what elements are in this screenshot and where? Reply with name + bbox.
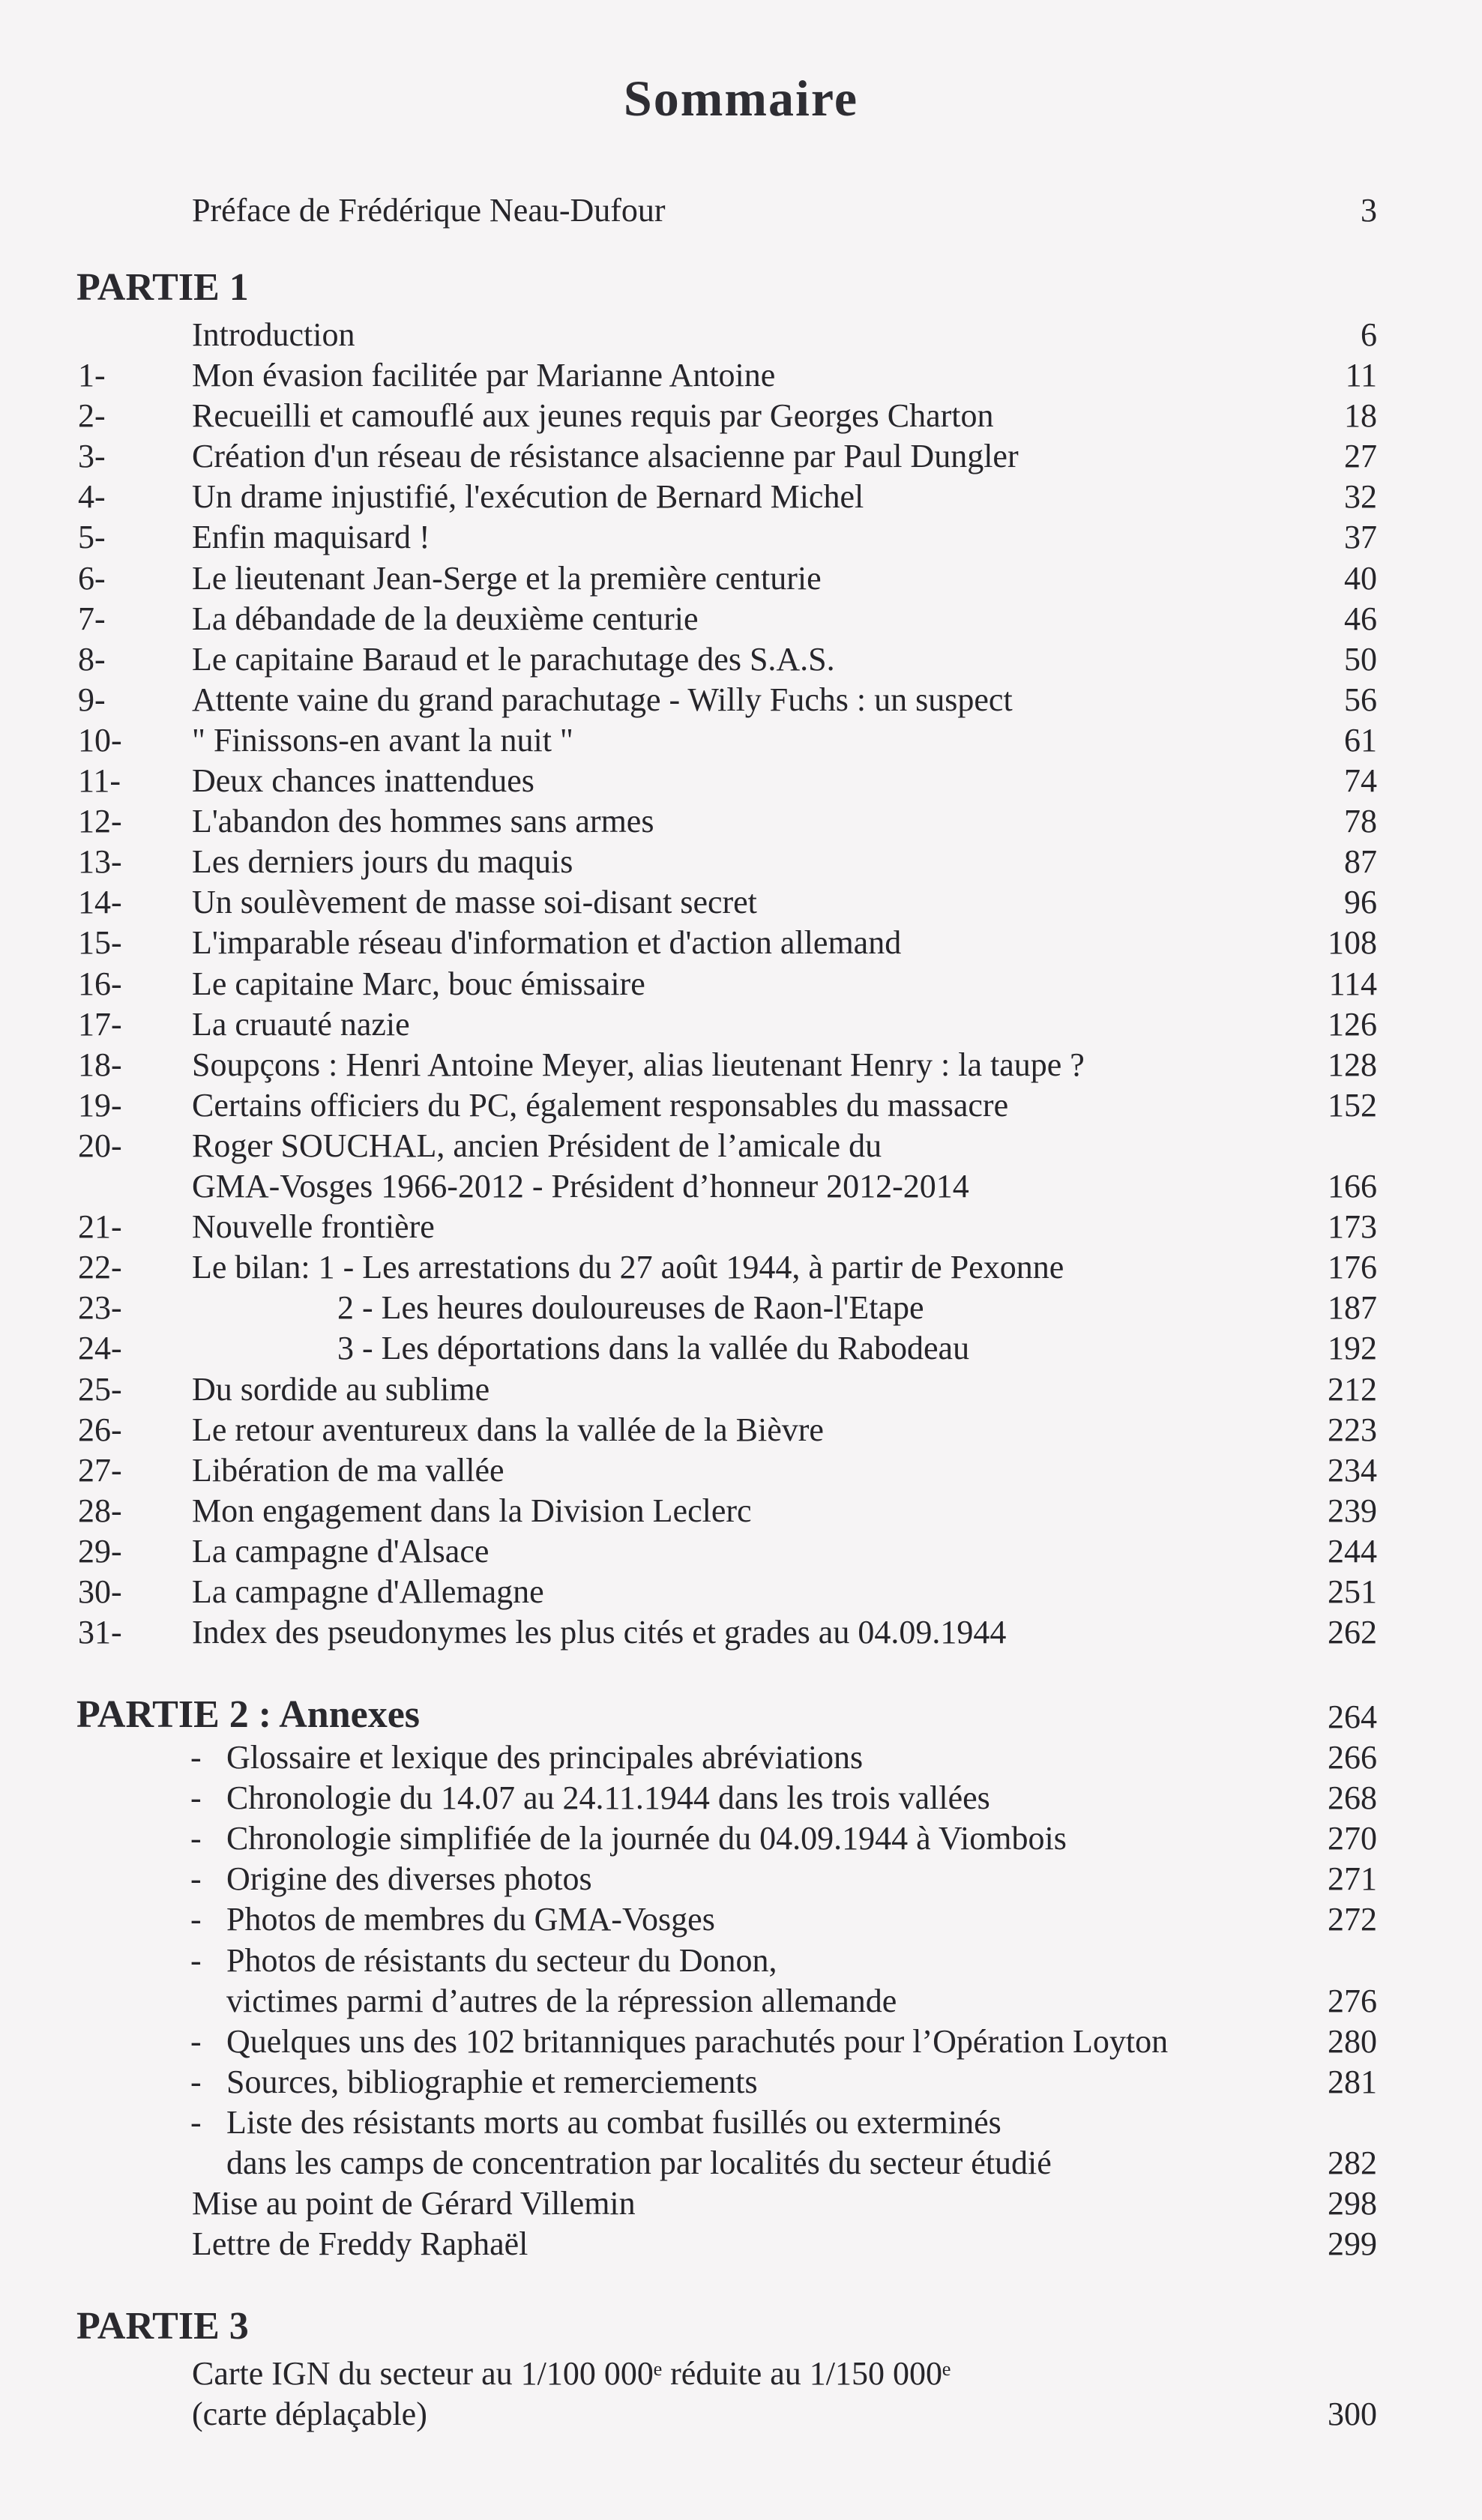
toc-entry-number: 14- [78,884,122,920]
toc-entry-number: 13- [78,843,122,880]
toc-entry [0,882,1482,923]
toc-entry [0,1737,1482,1778]
toc-entry [0,517,1482,558]
toc-entry-number: 10- [78,722,122,759]
toc-entry-number: 6- [78,560,106,597]
toc-entry-page: 266 [1328,1739,1377,1776]
toc-entry [0,396,1482,436]
toc-entry-number: 8- [78,641,106,678]
toc-entry-number: 30- [78,1573,122,1610]
toc-entry-bullet: - [190,1739,202,1776]
toc-entry [0,558,1482,599]
toc-entry-text: Origine des diverses photos [226,1860,592,1897]
toc-entry-page: 176 [1328,1249,1377,1285]
toc-entry-page: 11 [1345,357,1377,394]
toc-entry [0,1941,1482,1981]
toc-entry-page: 251 [1328,1573,1377,1610]
toc-entry-text: La cruauté nazie [192,1006,410,1043]
toc-entry-number: 3- [78,438,106,474]
page-title: Sommaire [623,70,859,127]
toc-entry-number: 26- [78,1411,122,1448]
toc-entry-text: L'abandon des hommes sans armes [192,803,654,840]
toc-entry-page: 244 [1328,1533,1377,1570]
toc-entry-text: 3 - Les déportations dans la vallée du Rabodeau [337,1330,970,1366]
toc-entry [0,1166,1482,1207]
toc-entry-text: Certains officiers du PC, également responsables du massacre [192,1087,1009,1124]
toc-entry-page: 40 [1344,560,1377,597]
toc-entry-bullet: - [190,1779,202,1816]
toc-entry [0,680,1482,720]
toc-entry-number: 23- [78,1289,122,1326]
toc-entry-page: 262 [1328,1614,1377,1651]
toc-entry-text: Les derniers jours du maquis [192,843,573,880]
toc-entry-number: 1- [78,357,106,394]
toc-entry-text: Carte IGN du secteur au 1/100 000ᵉ réduite au 1/150 000ᵉ [192,2355,951,2392]
toc-entry-page: 128 [1328,1046,1377,1083]
toc-entry [0,1818,1482,1859]
toc-entry [0,1045,1482,1085]
toc-entry-page: 234 [1328,1452,1377,1489]
toc-entry-page: 114 [1328,965,1377,1002]
part-3-heading: PARTIE 3 [76,2305,249,2348]
toc-entry-text: Lettre de Freddy Raphaël [192,2225,528,2262]
toc-entry-text: Le capitaine Baraud et le parachutage des S.A.S. [192,641,835,678]
toc-entry [0,355,1482,396]
toc-entry [0,1531,1482,1572]
toc-entry-page: 108 [1328,924,1377,961]
toc-entry-text: Un soulèvement de masse soi-disant secret [192,884,757,920]
toc-entry-bullet: - [190,2064,202,2100]
toc-entry-page: 264 [1328,1698,1377,1735]
toc-entry-page: 299 [1328,2225,1377,2262]
toc-entry-page: 74 [1344,762,1377,799]
toc-entry [0,1778,1482,1818]
toc-entry [0,1126,1482,1166]
toc-entry [0,1859,1482,1899]
toc-entry-number: 5- [78,519,106,555]
toc-entry-page: 280 [1328,2023,1377,2060]
toc-entry-text: Chronologie du 14.07 au 24.11.1944 dans les trois vallées [226,1779,990,1816]
toc-entry [0,1207,1482,1247]
toc-entry-number: 16- [78,965,122,1002]
toc-entry-text: Enfin maquisard ! [192,519,430,555]
toc-entry-text: Attente vaine du grand parachutage - Willy Fuchs : un suspect [192,681,1013,718]
toc-entry-bullet: - [190,1820,202,1857]
toc-entry-text: Deux chances inattendues [192,762,534,799]
toc-entry-text: (carte déplaçable) [192,2396,427,2432]
toc-entry [0,1450,1482,1491]
toc-entry-page: 61 [1344,722,1377,759]
toc-entry-page: 78 [1344,803,1377,840]
toc-entry [0,1572,1482,1612]
toc-entry [0,2224,1482,2264]
toc-entry-text: Sources, bibliographie et remerciements [226,2064,758,2100]
toc-entry-page: 50 [1344,641,1377,678]
toc-entry-page: 152 [1328,1087,1377,1124]
toc-entry-page: 46 [1344,600,1377,637]
part-2-heading-page-row [0,1697,1482,1737]
toc-entry-text: Mon engagement dans la Division Leclerc [192,1492,752,1529]
toc-entry [0,2102,1482,2143]
toc-entry-number: 21- [78,1208,122,1245]
toc-entry-number: 27- [78,1452,122,1489]
toc-entry-text: Recueilli et camouflé aux jeunes requis par Georges Charton [192,397,994,434]
toc-entry [0,1981,1482,2022]
toc-entry-text: " Finissons-en avant la nuit " [192,722,573,759]
toc-entry-text: Libération de ma vallée [192,1452,504,1489]
toc-entry-page: 166 [1328,1168,1377,1205]
toc-entry [0,1288,1482,1328]
toc-entry-text: Préface de Frédérique Neau-Dufour [192,192,666,229]
toc-entry [0,599,1482,639]
toc-entry-text: 2 - Les heures douloureuses de Raon-l'Etape [337,1289,924,1326]
toc-entry-text: La campagne d'Alsace [192,1533,490,1570]
toc-entry-page: 192 [1328,1330,1377,1366]
toc-entry-page: 96 [1344,884,1377,920]
toc-entry-number: 17- [78,1006,122,1043]
toc-entry-text: Chronologie simplifiée de la journée du 04.09.1944 à Viombois [226,1820,1067,1857]
toc-entry-text: Photos de membres du GMA-Vosges [226,1901,715,1938]
toc-entry-number: 9- [78,681,106,718]
toc-entry-text: Le retour aventureux dans la vallée de la Bièvre [192,1411,824,1448]
toc-entry-bullet: - [190,1901,202,1938]
toc-entry-page: 212 [1328,1371,1377,1408]
toc-entry-page: 18 [1344,397,1377,434]
toc-entry-page: 239 [1328,1492,1377,1529]
toc-entry [0,720,1482,761]
toc-entry-page: 281 [1328,2064,1377,2100]
toc-entry [0,1410,1482,1450]
toc-entry-page: 6 [1361,316,1377,353]
toc-entry [0,477,1482,517]
toc-entry-page: 37 [1344,519,1377,555]
toc-entry-text: victimes parmi d’autres de la répression allemande [226,1983,897,2019]
toc-entry-page: 276 [1328,1983,1377,2019]
toc-entry-text: Nouvelle frontière [192,1208,435,1245]
toc-entry [0,923,1482,963]
toc-entry-number: 7- [78,600,106,637]
part-2-heading: PARTIE 2 : Annexes [76,1693,421,1736]
toc-entry-number: 11- [78,762,121,799]
toc-entry-number: 15- [78,924,122,961]
toc-entry-text: L'imparable réseau d'information et d'action allemand [192,924,902,961]
part-1-heading: PARTIE 1 [76,266,249,309]
toc-entry-page: 32 [1344,478,1377,515]
toc-entry [0,1085,1482,1126]
toc-entry-page: 87 [1344,843,1377,880]
toc-entry-number: 31- [78,1614,122,1651]
toc-entry-map-line1 [0,2354,1482,2394]
toc-entry-bullet: - [190,1942,202,1979]
toc-entry-text: Photos de résistants du secteur du Donon, [226,1942,777,1979]
toc-entry-text: dans les camps de concentration par localités du secteur étudié [226,2144,1052,2181]
toc-entry-number: 2- [78,397,106,434]
toc-entry-preface [0,190,1482,231]
toc-entry-text: Du sordide au sublime [192,1371,490,1408]
toc-entry-number: 12- [78,803,122,840]
toc-entry-text: Le capitaine Marc, bouc émissaire [192,965,645,1002]
toc-entry-text: Le lieutenant Jean-Serge et la première centurie [192,560,822,597]
toc-entry [0,2022,1482,2062]
toc-entry-text: Mon évasion facilitée par Marianne Antoine [192,357,776,394]
toc-entry-number: 19- [78,1087,122,1124]
toc-entry-number: 25- [78,1371,122,1408]
toc-entry-page: 271 [1328,1860,1377,1897]
toc-entry-page: 126 [1328,1006,1377,1043]
toc-entry [0,1328,1482,1369]
toc-entry-page: 223 [1328,1411,1377,1448]
toc-entry-page: 173 [1328,1208,1377,1245]
toc-entry-text: Soupçons : Henri Antoine Meyer, alias lieutenant Henry : la taupe ? [192,1046,1085,1083]
toc-entry-text: Un drame injustifié, l'exécution de Bernard Michel [192,478,864,515]
toc-entry-number: 18- [78,1046,122,1083]
toc-entry-text: Glossaire et lexique des principales abréviations [226,1739,864,1776]
toc-entry [0,2183,1482,2224]
toc-entry [0,2062,1482,2102]
toc-entry-page: 56 [1344,681,1377,718]
toc-entry [0,1369,1482,1410]
toc-entry-map-line2 [0,2394,1482,2435]
toc-entry [0,842,1482,882]
toc-entry-text: La campagne d'Allemagne [192,1573,544,1610]
toc-entry-bullet: - [190,2023,202,2060]
toc-entry [0,964,1482,1004]
toc-entry-number: 29- [78,1533,122,1570]
toc-entry-number: 22- [78,1249,122,1285]
toc-entry [0,761,1482,801]
toc-entry [0,1612,1482,1653]
toc-entry-text: Quelques uns des 102 britanniques parachutés pour l’Opération Loyton [226,2023,1169,2060]
toc-entry-number: 28- [78,1492,122,1529]
toc-entry-text: Mise au point de Gérard Villemin [192,2185,636,2222]
toc-entry-number: 20- [78,1127,122,1164]
toc-entry-page: 282 [1328,2144,1377,2181]
toc-entry [0,436,1482,477]
toc-entry-number: 4- [78,478,106,515]
toc-entry-page: 298 [1328,2185,1377,2222]
toc-entry-text: GMA-Vosges 1966-2012 - Président d’honneur 2012-2014 [192,1168,969,1205]
toc-entry-page: 300 [1328,2396,1377,2432]
toc-entry-text: Introduction [192,316,355,353]
toc-entry-text: Index des pseudonymes les plus cités et grades au 04.09.1944 [192,1614,1007,1651]
toc-entry-text: La débandade de la deuxième centurie [192,600,699,637]
toc-entry-page: 272 [1328,1901,1377,1938]
toc-entry-page: 3 [1361,192,1377,229]
toc-entry [0,1004,1482,1045]
toc-entry [0,1491,1482,1531]
toc-entry-introduction [0,315,1482,355]
toc-entry-bullet: - [190,1860,202,1897]
toc-entry-page: 187 [1328,1289,1377,1326]
toc-entry-text: Le bilan: 1 - Les arrestations du 27 août 1944, à partir de Pexonne [192,1249,1064,1285]
toc-entry [0,639,1482,680]
toc-entry-text: Roger SOUCHAL, ancien Président de l’amicale du [192,1127,882,1164]
toc-entry [0,1899,1482,1940]
toc-entry [0,801,1482,842]
toc-entry-page: 268 [1328,1779,1377,1816]
toc-entry-text: Création d'un réseau de résistance alsacienne par Paul Dungler [192,438,1019,474]
toc-entry [0,1247,1482,1288]
toc-entry-page: 270 [1328,1820,1377,1857]
toc-entry-page: 27 [1344,438,1377,474]
toc-entry-number: 24- [78,1330,122,1366]
toc-entry [0,2143,1482,2183]
toc-entry-bullet: - [190,2104,202,2141]
toc-entry-text: Liste des résistants morts au combat fusillés ou exterminés [226,2104,1001,2141]
